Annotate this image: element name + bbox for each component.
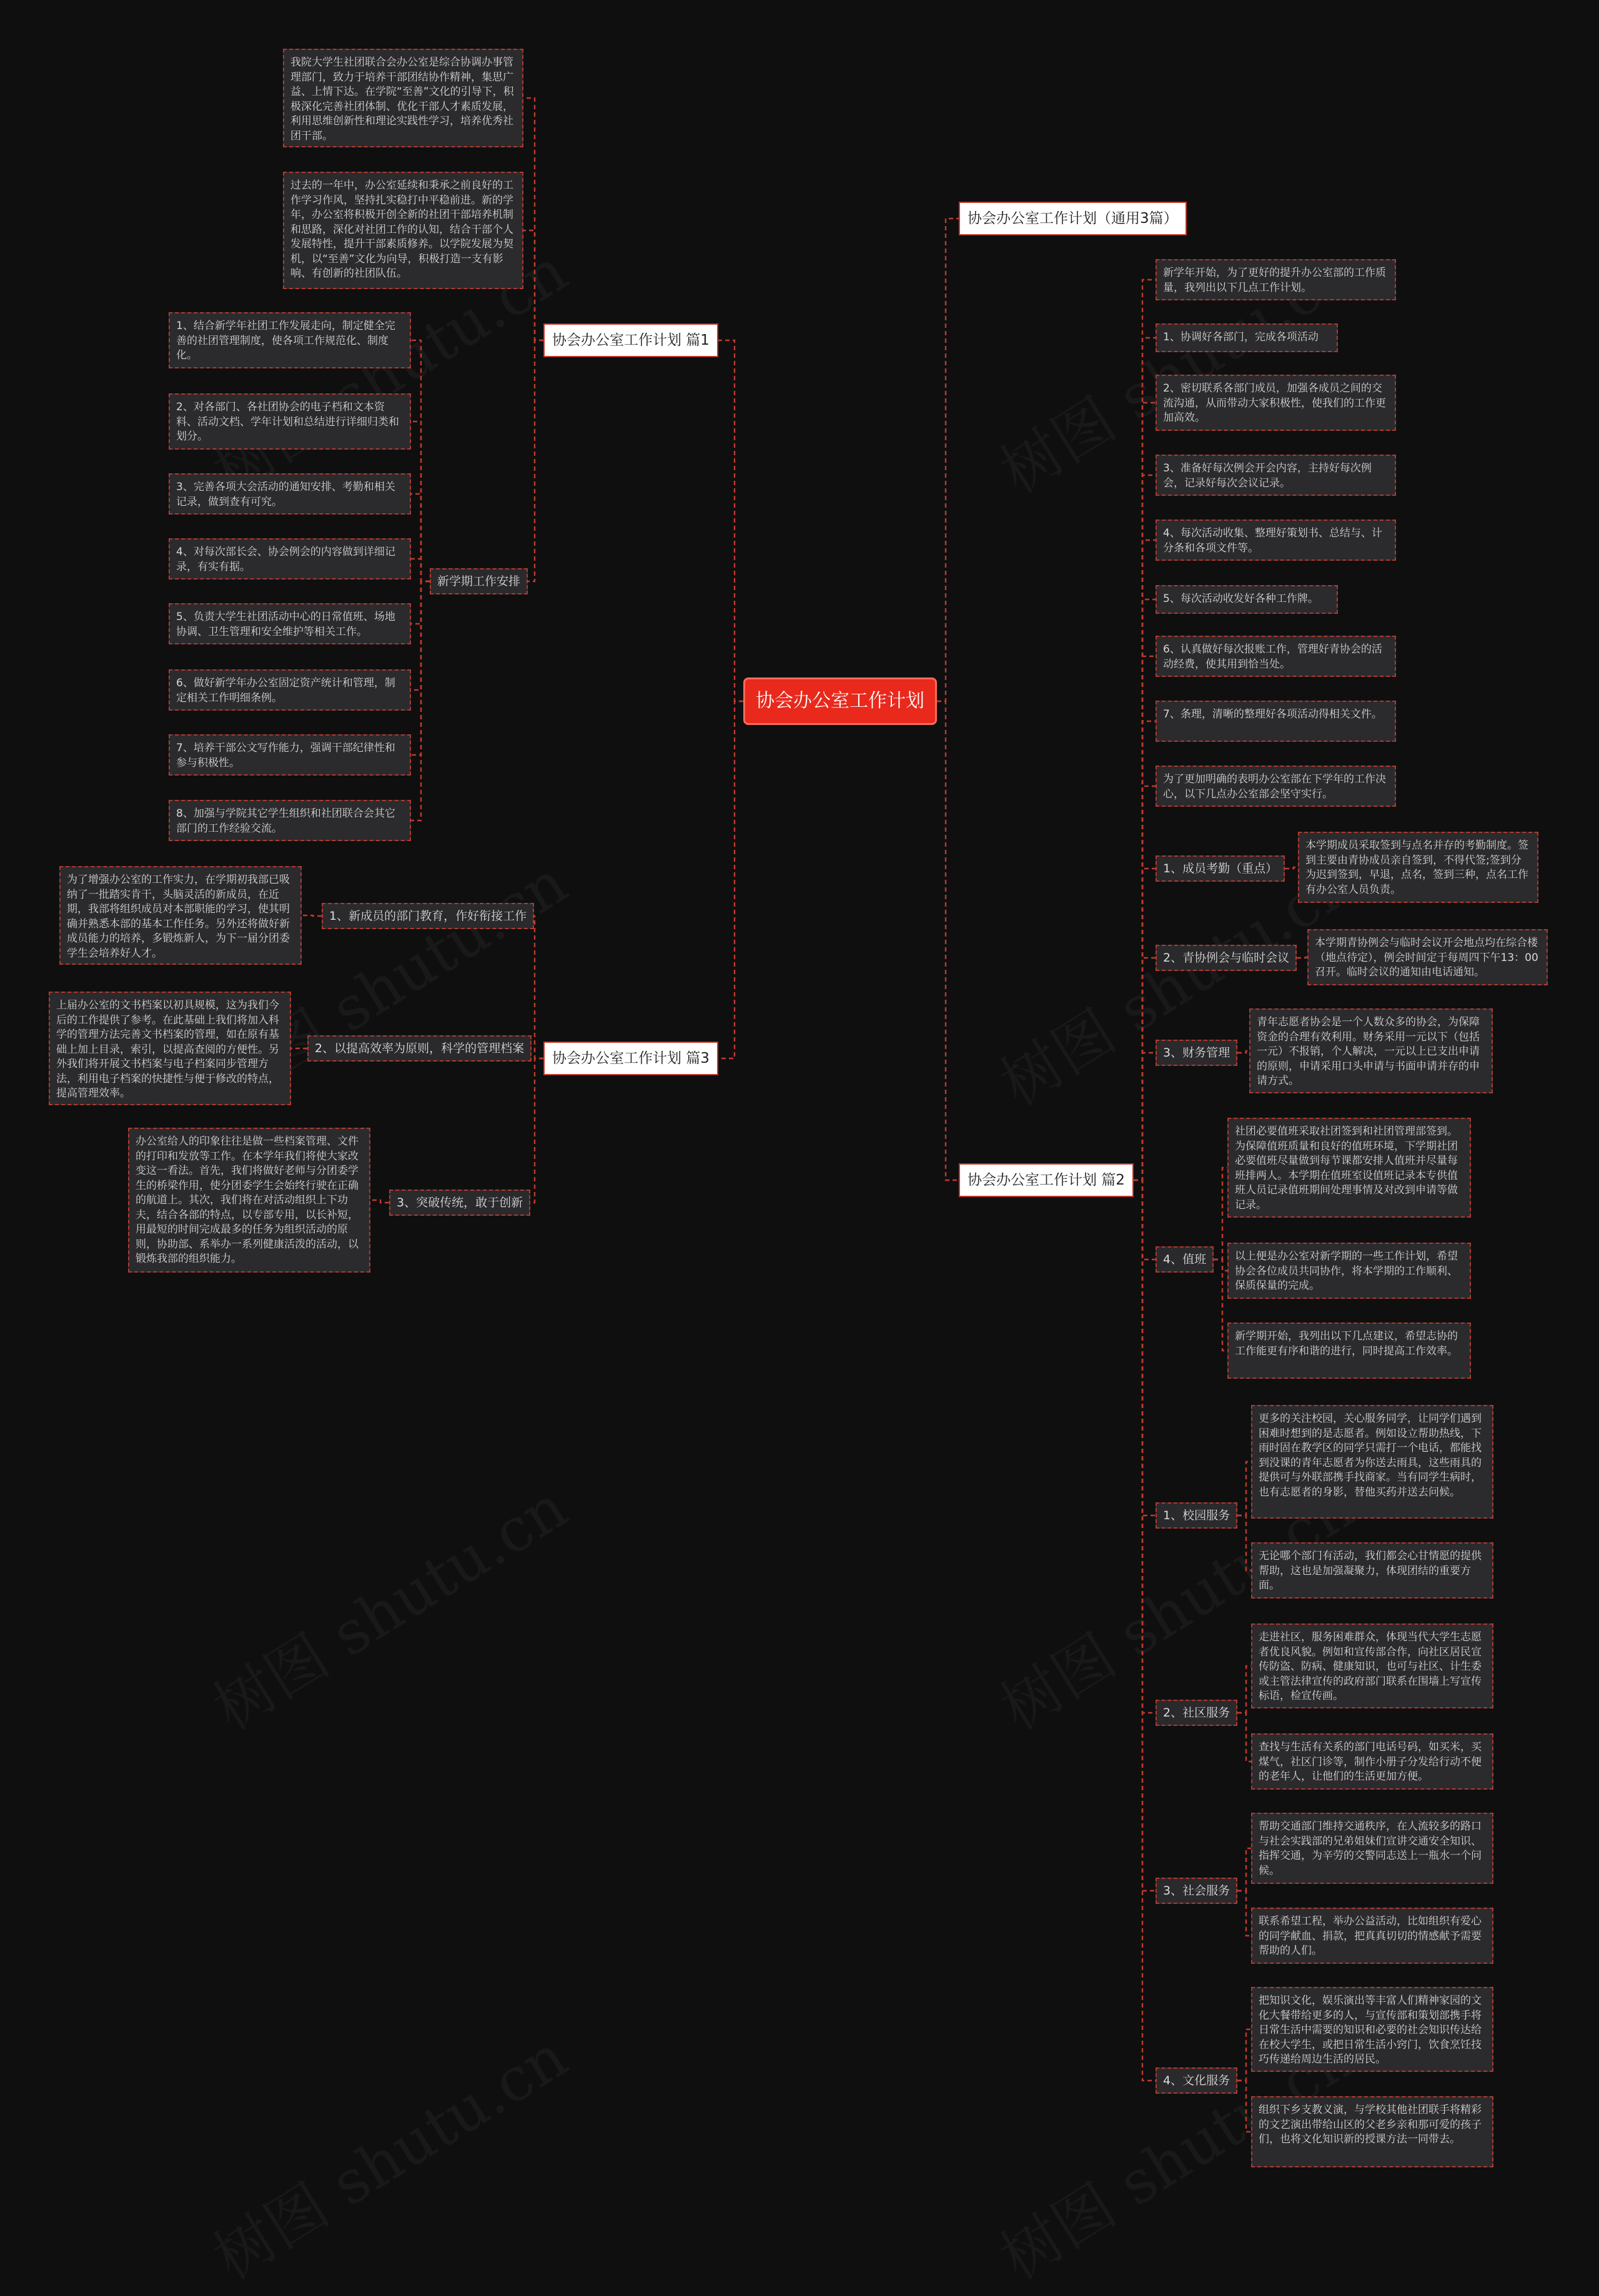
connector — [1134, 475, 1156, 1180]
connector — [1214, 1259, 1227, 1351]
part3-topic-1[interactable]: 1、新成员的部门教育，作好衔接工作 — [322, 903, 534, 929]
part2-leaf-meetings: 本学期青协例会与临时会议开会地点均在综合楼（地点待定），例会时间定于每周四下午13：00召开。临时会议的通知由电话通知。 — [1307, 929, 1548, 985]
connector — [1237, 1891, 1251, 1936]
connector — [1237, 1848, 1251, 1891]
part1-item: 1、结合新学年社团工作发展走向，制定健全完善的社团管理制度，使各项工作规范化、制度化。 — [169, 312, 411, 368]
connector — [1214, 1259, 1227, 1271]
part2-topic-culture[interactable]: 4、文化服务 — [1156, 2067, 1237, 2094]
part2-leaf-duty: 以上便是办公室对新学期的一些工作计划，希望协会各位成员共同协作，将本学期的工作顺利、保质保量的完成。 — [1227, 1243, 1471, 1299]
connector — [534, 916, 543, 1058]
connector — [411, 559, 430, 581]
part1-item: 2、对各部门、各社团协会的电子档和文本资料、活动文档、学年计划和总结进行详细归类和划分。 — [169, 393, 411, 450]
part2-leaf-community: 走进社区，服务困难群众，体现当代大学生志愿者优良风貌。例如和宣传部合作，向社区居民宣传防盗、防病、健康知识，也可与社区、计生委或主管法律宣传的政府部门联系在围墙上写宣传标语，检宣传画。 — [1251, 1623, 1493, 1708]
part2-leaf-attendance: 本学期成员采取签到与点名并存的考勤制度。签到主要由青协成员亲自签到，不得代签;签到分为迟到签到，早退，点名，签到三种，点名工作有办公室人员负责。 — [1298, 832, 1538, 903]
connector — [1134, 869, 1156, 1180]
connector — [1134, 1053, 1156, 1180]
connector — [1134, 403, 1156, 1180]
connector — [411, 581, 430, 755]
part1-item: 6、做好新学年办公室固定资产统计和管理，制定相关工作明细条例。 — [169, 669, 411, 711]
connector — [523, 98, 543, 340]
connector — [1134, 280, 1156, 1180]
part2-intro-item: 新学年开始，为了更好的提升办公室部的工作质量，我列出以下几点工作计划。 — [1156, 259, 1396, 300]
connector — [532, 1048, 543, 1058]
part2-intro-item: 1、协调好各部门，完成各项活动 — [1156, 323, 1338, 352]
part2-intro-item: 5、每次活动收发好各种工作牌。 — [1156, 585, 1338, 614]
part2-topic-attendance[interactable]: 1、成员考勤（重点） — [1156, 855, 1285, 882]
connector — [1134, 1180, 1156, 1259]
part2-topic-finance[interactable]: 3、财务管理 — [1156, 1040, 1237, 1066]
connector — [718, 340, 743, 701]
connector — [370, 1200, 389, 1203]
connector — [1134, 721, 1156, 1180]
connector — [1134, 540, 1156, 1180]
branch-part2[interactable]: 协会办公室工作计划 篇2 — [959, 1163, 1134, 1197]
connector — [523, 230, 543, 340]
connector — [1237, 1666, 1251, 1713]
connector — [1134, 656, 1156, 1180]
branch-overview[interactable]: 协会办公室工作计划（通用3篇） — [959, 202, 1187, 235]
connector — [1237, 2081, 1251, 2132]
connector — [1134, 1180, 1156, 2081]
connector — [1237, 1051, 1249, 1053]
part2-leaf-culture: 把知识文化，娱乐演出等丰富人们精神家园的文化大餐带给更多的人，与宣传部和策划部携手将日常生活中需要的知识和必要的社会知识传达给在校大学生，或把日常生活小窍门，饮食烹饪技巧传递给周边生活的居民。 — [1251, 1987, 1493, 2072]
branch-part3[interactable]: 协会办公室工作计划 篇3 — [543, 1042, 718, 1075]
part2-leaf-campus: 无论哪个部门有活动，我们都会心甘情愿的提供帮助，这也是加强凝聚力，体现团结的重要方面。 — [1251, 1542, 1493, 1599]
part1-item: 5、负责大学生社团活动中心的日常值班、场地协调、卫生管理和安全维护等相关工作。 — [169, 603, 411, 644]
part2-topic-society[interactable]: 3、社会服务 — [1156, 1878, 1237, 1904]
connector — [1237, 1713, 1251, 1761]
part2-topic-community[interactable]: 2、社区服务 — [1156, 1700, 1237, 1726]
connector — [1134, 958, 1156, 1180]
connector — [1237, 1462, 1251, 1515]
part2-intro-item: 3、准备好每次例会开会内容，主持好每次例会，记录好每次会议记录。 — [1156, 455, 1396, 496]
connector — [411, 581, 430, 820]
part2-intro-item: 为了更加明确的表明办公室部在下学年的工作决心，以下几点办公室部会坚守实行。 — [1156, 766, 1396, 807]
connector — [1134, 1180, 1156, 1891]
part1-item: 3、完善各项大会活动的通知安排、考勤和相关记录，做到查有可究。 — [169, 473, 411, 515]
connector — [1297, 957, 1307, 958]
connector — [1134, 1180, 1156, 1515]
part2-leaf-finance: 青年志愿者协会是一个人数众多的协会，为保障资金的合理有效利用。财务采用一元以下（包括一元）不报销，个人解决，一元以上已支出申请的原则，申请采用口头申请与书面申请并存的申请方式。 — [1249, 1008, 1493, 1093]
part1-item: 4、对每次部长会、协会例会的内容做到详细记录，有实有据。 — [169, 538, 411, 579]
connector — [937, 219, 959, 701]
part2-leaf-campus: 更多的关注校园，关心服务同学，让同学们遇到困难时想到的是志愿者。例如设立帮助热线，下雨时固在教学区的同学只需打一个电话，都能找到没课的青年志愿者为你送去雨具，这些雨具的提供可与外联部携手找商家。当有同学生病时，也有志愿者的身影，替他买药并送去问候。 — [1251, 1405, 1493, 1519]
connector — [411, 494, 430, 581]
part2-topic-meetings[interactable]: 2、青协例会与临时会议 — [1156, 945, 1297, 971]
part2-leaf-society: 帮助交通部门维持交通秩序，在人流较多的路口与社会实践部的兄弟姐妹们宣讲交通安全知识、指挥交通，为辛劳的交警同志送上一瓶水一个问候。 — [1251, 1813, 1493, 1884]
part2-intro-item: 7、条理，清晰的整理好各项活动得相关文件。 — [1156, 701, 1396, 742]
connector — [302, 915, 322, 916]
part2-leaf-duty: 新学期开始，我列出以下几点建议，希望志协的工作能更有序和谐的进行，同时提高工作效率。 — [1227, 1323, 1471, 1379]
part3-leaf-3: 办公室给人的印象往往是做一些档案管理、文件的打印和发放等工作。在本学年我们将使大家改变这一看法。首先，我们将做好老师与分团委学生的桥梁作用，使分团委学生会始终行驶在正确的航道上。其次，我们将在对活动组织上下功夫，结合各部的特点，以专部专用，以长补短，用最短的时间完成最多的任务为组织活动的原则，协助部、系举办一系列健康活泼的活动，以锻炼我部的组织能力。 — [128, 1128, 370, 1273]
connector — [1214, 1168, 1227, 1259]
connector — [528, 340, 543, 581]
part3-leaf-1: 为了增强办公室的工作实力，在学期初我部已吸纳了一批踏实肯干，头脑灵活的新成员，在近期，我部将组织成员对本部职能的学习，使其明确并熟悉本部的基本工作任务。另外还将做好新成员能力的培养，多锻炼新人，为下一届分团委学生会培养好人才。 — [59, 866, 302, 965]
connector — [1134, 599, 1156, 1180]
part2-intro-item: 2、密切联系各部门成员，加强各成员之间的交流沟通，从而带动大家积极性，使我们的工作更加高效。 — [1156, 375, 1396, 431]
part2-intro-item: 6、认真做好每次报账工作，管理好青协会的活动经费，使其用到恰当处。 — [1156, 636, 1396, 677]
root-node[interactable]: 协会办公室工作计划 — [743, 677, 937, 725]
part2-leaf-duty: 社团必要值班采取社团签到和社团管理部签到。为保障值班质量和良好的值班环境，下学期社团必要值班尽量做到每节课都安排人值班并尽量每班排两人。本学期在值班室设值班记录本专供值班人员记录值班期间处理事情及对改到申请等做记录。 — [1227, 1118, 1471, 1218]
connector — [1237, 1515, 1251, 1570]
part1-intro-2: 过去的一年中，办公室延续和秉承之前良好的工作学习作风，坚持扎实稳打中平稳前进。新的学年，办公室将积极开创全新的社团干部培养机制和思路，深化对社团工作的认知，结合干部个人发展特性，提升干部素质修养。以学院发展为契机，以“至善”文化为向导，积极打造一支有影响、有创新的社团队伍。 — [283, 172, 523, 289]
connector — [1285, 867, 1298, 869]
part2-leaf-society: 联系希望工程，举办公益活动，比如组织有爱心的同学献血、捐款，把真真切切的情感献予需要帮助的人们。 — [1251, 1908, 1493, 1964]
branch-part1[interactable]: 协会办公室工作计划 篇1 — [543, 323, 718, 357]
connector — [1134, 338, 1156, 1180]
part1-topic-new-term[interactable]: 新学期工作安排 — [430, 568, 528, 594]
part2-topic-duty[interactable]: 4、值班 — [1156, 1246, 1214, 1273]
part1-item: 8、加强与学院其它学生组织和社团联合会其它部门的工作经验交流。 — [169, 800, 411, 841]
part3-leaf-2: 上届办公室的文书档案以初具规模，这为我们今后的工作提供了参考。在此基础上我们将加入科学的管理方法完善文书档案的管理，如在原有基础上加上目录，索引，以提高查阅的方便性。另外我们将开展文书档案与电子档案同步管理方法，利用电子档案的快捷性与便于修改的特点，提高管理效率。 — [49, 992, 291, 1105]
connector — [718, 701, 743, 1058]
part2-leaf-culture: 组织下乡支教义演，与学校其他社团联手将精彩的文艺演出带给山区的父老乡亲和那可爱的孩子们，也将文化知识新的授课方法一同带去。 — [1251, 2096, 1493, 2167]
connector — [1237, 2029, 1251, 2081]
part3-topic-2[interactable]: 2、以提高效率为原则，科学的管理档案 — [307, 1035, 532, 1062]
connector — [937, 701, 959, 1180]
part2-topic-campus[interactable]: 1、校园服务 — [1156, 1502, 1237, 1529]
part2-intro-item: 4、每次活动收集、整理好策划书、总结与、计分条和各项文件等。 — [1156, 520, 1396, 561]
part2-leaf-community: 查找与生活有关系的部门电话号码，如买米，买煤气，社区门诊等，制作小册子分发给行动不便的老年人，让他们的生活更加方便。 — [1251, 1733, 1493, 1790]
part1-intro-1: 我院大学生社团联合会办公室是综合协调办事管理部门，致力于培养干部团结协作精神，集思广益、上情下达。在学院“至善”文化的引导下，积极深化完善社团体制、优化干部人才素质发展，利用思维创新性和理论实践性学习，培养优秀社团干部。 — [283, 49, 523, 147]
part3-topic-3[interactable]: 3、突破传统，敢于创新 — [389, 1190, 530, 1216]
connector — [530, 1058, 543, 1203]
connector — [1134, 786, 1156, 1180]
part1-item: 7、培养干部公文写作能力，强调干部纪律性和参与积极性。 — [169, 734, 411, 776]
